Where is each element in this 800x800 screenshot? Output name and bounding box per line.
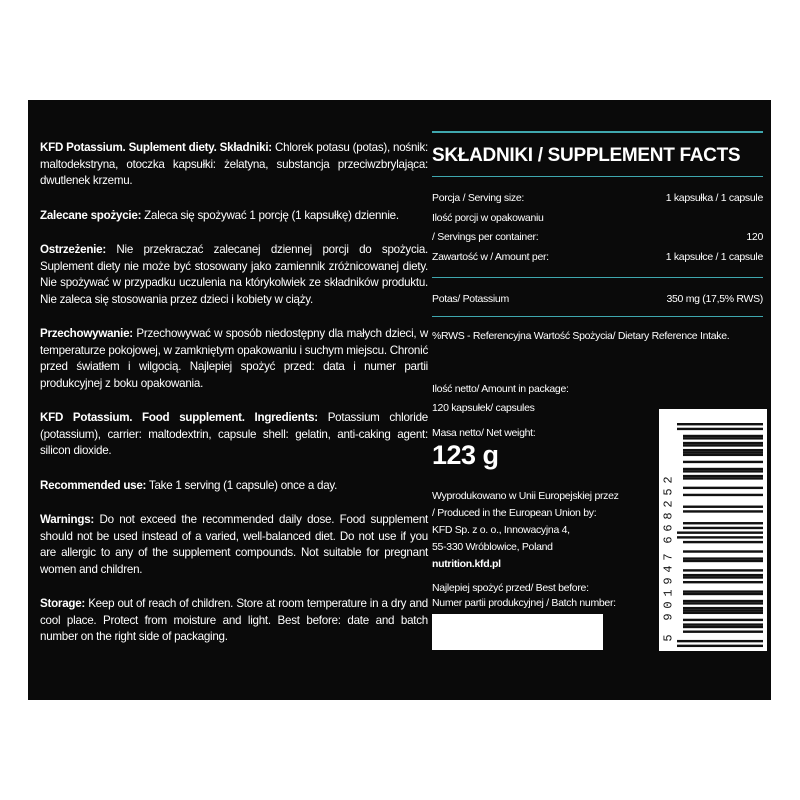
- barcode-digit: 6: [661, 536, 676, 544]
- barcode-bar: [683, 510, 763, 512]
- barcode: [659, 409, 767, 651]
- paragraph-body: Chlorek potasu (potas), nośnik: maltodekstryna, otoczka kapsułki: żelatyna, substancja przeciwzbrylająca: dwutlenek krzemu.: [40, 141, 429, 187]
- rws-note: %RWS - Referencyjna Wartość Spożycia/ Dietary Reference Intake.: [432, 330, 730, 342]
- paragraph-heading: Storage:: [40, 597, 86, 610]
- barcode-bar: [683, 569, 763, 571]
- serving-value: 1 kapsułka / 1 capsule: [665, 192, 763, 204]
- best-before-label: Najlepiej spożyć przed/ Best before:: [432, 582, 589, 594]
- servings-label-1: Ilość porcji w opakowaniu: [432, 212, 544, 224]
- paragraph-body: Przechowywać w sposób niedostępny dla małych dzieci, w temperaturze pokojowej, w zamkniętym opakowaniu i suchym miejscu. Chronić przed światłem i wilgocią. Najlepiej spożyć przed: data i numer partii produkcyjnej z boku opakowania.: [40, 327, 428, 390]
- label-paragraph: [40, 478, 428, 495]
- barcode-digit: 0: [661, 601, 676, 609]
- barcode-bar: [683, 541, 763, 543]
- amount-value: 1 kapsułce / 1 capsule: [665, 251, 763, 263]
- barcode-digit: 6: [661, 524, 676, 532]
- paragraph-body: Do not exceed the recommended daily dose. Food supplement should not be used instead of a varied, well-balanced diet. Do not use if you are allergic to any of the supplement compounds. Not suitable for pregnant women and children.: [40, 513, 428, 576]
- label-paragraph: [40, 596, 428, 646]
- amount-divider: [432, 277, 763, 278]
- barcode-digit: 9: [661, 613, 676, 621]
- paragraph-body: Keep out of reach of children. Store at room temperature in a dry and cool place. Protect from moisture and light. Best before: date and batch number on the right side of packaging.: [40, 597, 428, 643]
- barcode-bar: [683, 442, 763, 444]
- barcode-bar: [683, 461, 763, 463]
- amount-label: Zawartość w / Amount per:: [432, 251, 549, 263]
- barcode-bar: [683, 487, 763, 489]
- barcode-bar: [683, 494, 763, 496]
- barcode-bar: [683, 574, 763, 576]
- title-divider: [432, 176, 763, 177]
- barcode-digit: 2: [661, 500, 676, 508]
- potassium-label: Potas/ Potassium: [432, 293, 509, 305]
- barcode-bar: [683, 609, 763, 611]
- batch-label: Numer partii produkcyjnej / Batch number:: [432, 597, 616, 609]
- product-label: [28, 100, 771, 700]
- barcode-bar: [683, 451, 763, 453]
- barcode-bar: [683, 581, 763, 583]
- barcode-bar: [683, 602, 763, 604]
- barcode-bar: [683, 444, 763, 446]
- facts-column: [430, 100, 766, 700]
- barcode-digit: 9: [661, 577, 676, 585]
- label-paragraph: [40, 208, 428, 225]
- produced-line-1: Wyprodukowano w Unii Europejskiej przez: [432, 490, 619, 502]
- barcode-bar: [677, 531, 763, 533]
- barcode-bar: [683, 435, 763, 437]
- barcode-bar: [683, 527, 763, 529]
- barcode-bar: [677, 536, 763, 538]
- paragraph-heading: KFD Potassium. Food supplement. Ingredients:: [40, 411, 318, 424]
- paragraph-heading: Przechowywanie:: [40, 327, 133, 340]
- barcode-bar: [683, 593, 763, 595]
- paragraph-body: Nie przekraczać zalecanej dziennej porcji do spożycia. Suplement diety nie może być stosowany jako zamiennik zróżnicowanej diety. Nie spożywać w przypadku uczulenia na którykolwiek ze składników produktu. Nie zaleca się stosowania przez dzieci i kobiety w ciąży.: [40, 243, 428, 306]
- paragraph-body: Potassium chloride (potassium), carrier: maltodextrin, capsule shell: gelatin, anti-caking agent: silicon dioxide.: [40, 411, 428, 457]
- barcode-bar: [683, 522, 763, 524]
- label-paragraph: [40, 326, 428, 392]
- barcode-digit: 1: [661, 589, 676, 597]
- batch-number-box: [432, 614, 603, 650]
- barcode-digit: 7: [661, 553, 676, 561]
- produced-line-2: / Produced in the European Union by:: [432, 507, 597, 519]
- paragraph-heading: KFD Potassium. Suplement diety. Składniki:: [40, 141, 272, 154]
- net-weight-value: 123 g: [432, 440, 499, 470]
- barcode-digit: 2: [661, 476, 676, 484]
- barcode-bar: [683, 600, 763, 602]
- servings-label-2: / Servings per container:: [432, 231, 539, 243]
- barcode-bar: [677, 645, 763, 647]
- potassium-value: 350 mg (17,5% RWS): [666, 293, 763, 305]
- barcode-bar: [683, 550, 763, 552]
- net-weight-label: Masa netto/ Net weight:: [432, 427, 536, 439]
- barcode-bar: [683, 437, 763, 439]
- barcode-bar: [683, 612, 763, 614]
- barcode-digit: 4: [661, 565, 676, 573]
- produced-line-4: 55-330 Wróblowice, Poland: [432, 541, 553, 553]
- paragraph-heading: Ostrzeżenie:: [40, 243, 106, 256]
- paragraph-list: [40, 140, 428, 646]
- produced-line-3: KFD Sp. z o. o., Innowacyjna 4,: [432, 524, 570, 536]
- barcode-bar: [683, 560, 763, 562]
- barcode-bar: [677, 428, 763, 430]
- potassium-divider: [432, 316, 763, 317]
- top-divider: [432, 131, 763, 133]
- barcode-bar: [683, 454, 763, 456]
- amount-package-label: Ilość netto/ Amount in package:: [432, 383, 569, 395]
- barcode-bar: [683, 470, 763, 472]
- barcode-bars: [659, 409, 767, 651]
- barcode-bar: [683, 623, 763, 625]
- serving-label: Porcja / Serving size:: [432, 192, 525, 204]
- barcode-digit: 5: [661, 488, 676, 496]
- paragraph-body: Zaleca się spożywać 1 porcję (1 kapsułkę) dziennie.: [141, 208, 399, 222]
- barcode-digit: 5: [661, 634, 676, 642]
- barcode-bar: [683, 630, 763, 632]
- barcode-bar: [677, 423, 763, 425]
- website: nutrition.kfd.pl: [432, 558, 501, 570]
- barcode-bar: [677, 640, 763, 642]
- barcode-bar: [683, 506, 763, 508]
- paragraph-heading: Zalecane spożycie:: [40, 208, 142, 222]
- label-paragraph: [40, 242, 428, 308]
- barcode-bar: [683, 619, 763, 621]
- amount-package-value: 120 kapsułek/ capsules: [432, 402, 535, 414]
- barcode-bar: [683, 449, 763, 451]
- barcode-bar: [683, 590, 763, 592]
- label-paragraph: [40, 410, 428, 460]
- servings-value: 120: [746, 231, 763, 243]
- barcode-bar: [683, 557, 763, 559]
- barcode-bar: [683, 607, 763, 609]
- paragraph-body: Take 1 serving (1 capsule) once a day.: [146, 478, 338, 492]
- paragraph-heading: Warnings:: [40, 513, 94, 526]
- barcode-bar: [683, 475, 763, 477]
- paragraph-heading: Recommended use:: [40, 478, 147, 492]
- barcode-bar: [683, 468, 763, 470]
- label-text-column: [40, 140, 428, 646]
- barcode-bar: [683, 626, 763, 628]
- barcode-digit: 8: [661, 512, 676, 520]
- label-paragraph: [40, 512, 428, 578]
- barcode-bar: [683, 477, 763, 479]
- label-paragraph: [40, 140, 428, 190]
- facts-title: SKŁADNIKI / SUPPLEMENT FACTS: [432, 145, 741, 166]
- barcode-bar: [683, 576, 763, 578]
